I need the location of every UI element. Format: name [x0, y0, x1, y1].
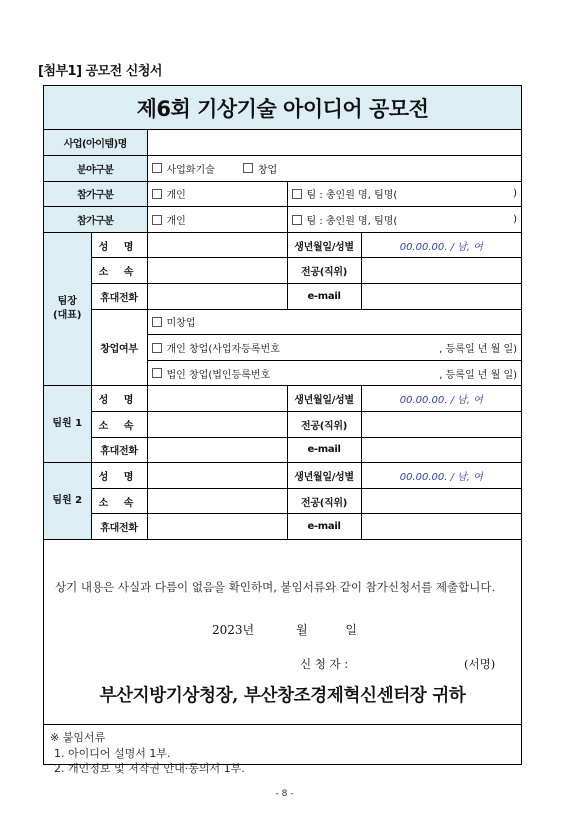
participation-row-1 — [44, 181, 521, 207]
participation-individual-2 — [147, 207, 287, 233]
leader-phone-field[interactable] — [147, 284, 287, 310]
leader-startup-label: 창업여부 — [91, 309, 147, 386]
member1-major-field[interactable] — [361, 412, 521, 438]
member1-group-label: 팀원 1 — [44, 386, 91, 463]
member1-phone-field[interactable] — [147, 437, 287, 463]
corporate-reg-date: , 등록일 년 월 일) — [439, 369, 518, 381]
application-form — [43, 85, 522, 775]
signature-label: (서명) — [464, 657, 496, 671]
checkbox-no-startup[interactable] — [152, 317, 162, 327]
member2-phone-label: 휴대전화 — [91, 514, 147, 540]
pledge-section — [44, 567, 521, 725]
field-opt-tech: 사업화기술 — [166, 164, 215, 176]
individual-label-2: 개인 — [166, 216, 186, 228]
member2-name-label: 성 명 — [91, 463, 147, 489]
member1-dob-label: 생년월일/성별 — [287, 386, 361, 412]
corporate-startup-label: 법인 창업(법인등록번호 — [166, 369, 271, 381]
form-table — [44, 130, 521, 540]
field-label: 분야구분 — [44, 156, 147, 182]
member1-dob-field[interactable]: 00.00.00. / 남, 여 — [361, 386, 521, 412]
leader-major-field[interactable] — [361, 258, 521, 284]
checkbox-tech[interactable] — [152, 163, 162, 173]
attachment-title: [첨부1] 공모전 신청서 — [38, 64, 162, 79]
project-name-field[interactable] — [147, 130, 521, 156]
member1-email-label: e-mail — [287, 437, 361, 463]
participation-team — [287, 181, 521, 207]
checkbox-individual[interactable] — [152, 189, 162, 199]
member1-phone-row — [44, 437, 521, 463]
team-close: ) — [513, 188, 518, 200]
startup-opt-corporate — [147, 360, 521, 386]
leader-affil-label: 소 속 — [91, 258, 147, 284]
member2-affil-row — [44, 488, 521, 514]
checkbox-individual-startup[interactable] — [152, 343, 162, 353]
applicant-label: 신 청 자 : — [300, 657, 349, 671]
participation-label: 참가구분 — [44, 181, 147, 207]
leader-email-label: e-mail — [287, 284, 361, 310]
individual-startup-label: 개인 창업(사업자등록번호 — [166, 344, 280, 356]
member2-dob-label: 생년월일/성별 — [287, 463, 361, 489]
checkbox-individual-2[interactable] — [152, 215, 162, 225]
no-startup-label: 미창업 — [166, 318, 196, 330]
member2-affil-label: 소 속 — [91, 488, 147, 514]
checkbox-team-2[interactable] — [292, 215, 302, 225]
startup-opt-none — [147, 309, 521, 335]
member2-email-field[interactable] — [361, 514, 521, 540]
attachments-heading: ※ 붙임서류 — [50, 731, 106, 744]
leader-phone-row — [44, 284, 521, 310]
member1-name-field[interactable] — [147, 386, 287, 412]
member1-affil-row — [44, 412, 521, 438]
leader-dob-label: 생년월일/성별 — [287, 232, 361, 258]
individual-reg-date: , 등록일 년 월 일) — [439, 344, 518, 356]
team-close-2: ) — [513, 214, 518, 226]
startup-opt-individual — [147, 335, 521, 361]
member1-name-label: 성 명 — [91, 386, 147, 412]
addressee: 부산지방기상청장, 부산창조경제혁신센터장 귀하 — [99, 686, 466, 706]
leader-major-label: 전공(직위) — [287, 258, 361, 284]
member2-dob-field[interactable]: 00.00.00. / 남, 여 — [361, 463, 521, 489]
member1-affil-label: 소 속 — [91, 412, 147, 438]
member2-affil-field[interactable] — [147, 488, 287, 514]
leader-email-field[interactable] — [361, 284, 521, 310]
checkbox-team[interactable] — [292, 189, 302, 199]
form-title: 제6회 기상기술 아이디어 공모전 — [44, 86, 521, 130]
leader-sublabel: (대표) — [53, 310, 82, 322]
pledge-date — [212, 621, 357, 638]
member2-phone-field[interactable] — [147, 514, 287, 540]
member1-affil-field[interactable] — [147, 412, 287, 438]
project-name-label: 사업(아이템)명 — [44, 130, 147, 156]
page-number: - 8 - — [275, 789, 294, 799]
attachment-item-1: 1. 아이디어 설명서 1부. — [54, 747, 171, 760]
checkbox-corporate-startup[interactable] — [152, 368, 162, 378]
member2-group-label: 팀원 2 — [44, 463, 91, 540]
leader-startup-row-1 — [44, 309, 521, 335]
team-label-2: 팀 : 총인원 명, 팀명( — [306, 216, 398, 228]
leader-affil-row — [44, 258, 521, 284]
member1-name-row — [44, 386, 521, 412]
participation-team-2 — [287, 207, 521, 233]
leader-dob-field[interactable]: 00.00.00. / 남, 여 — [361, 232, 521, 258]
member1-major-label: 전공(직위) — [287, 412, 361, 438]
member2-major-label: 전공(직위) — [287, 488, 361, 514]
project-name-row — [44, 130, 521, 156]
member2-name-field[interactable] — [147, 463, 287, 489]
checkbox-startup[interactable] — [243, 163, 253, 173]
member2-email-label: e-mail — [287, 514, 361, 540]
attachment-item-2: 2. 개인정보 및 저작권 안내·동의서 1부. — [54, 762, 245, 775]
team-label: 팀 : 총인원 명, 팀명( — [306, 190, 398, 202]
leader-name-row — [44, 232, 521, 258]
participation-label-2: 참가구분 — [44, 207, 147, 233]
member2-name-row — [44, 463, 521, 489]
date-year: 2023년 — [212, 623, 255, 637]
member2-major-field[interactable] — [361, 488, 521, 514]
leader-name-label: 성 명 — [91, 232, 147, 258]
participation-individual — [147, 181, 287, 207]
member1-phone-label: 휴대전화 — [91, 437, 147, 463]
leader-group-label — [44, 232, 91, 386]
member1-email-field[interactable] — [361, 437, 521, 463]
pledge-text: 상기 내용은 사실과 다름이 없음을 확인하며, 붙임서류와 같이 참가신청서를 제출합니다. — [55, 580, 496, 594]
leader-label: 팀장 — [57, 296, 77, 308]
leader-name-field[interactable] — [147, 232, 287, 258]
date-month: 월 — [295, 623, 308, 637]
field-row — [44, 156, 521, 182]
leader-affil-field[interactable] — [147, 258, 287, 284]
field-opt-startup: 창업 — [257, 164, 278, 176]
member2-phone-row — [44, 514, 521, 540]
date-day: 일 — [345, 623, 357, 637]
field-options — [147, 156, 521, 182]
leader-phone-label: 휴대전화 — [91, 284, 147, 310]
participation-row-2 — [44, 207, 521, 233]
individual-label: 개인 — [166, 190, 186, 202]
